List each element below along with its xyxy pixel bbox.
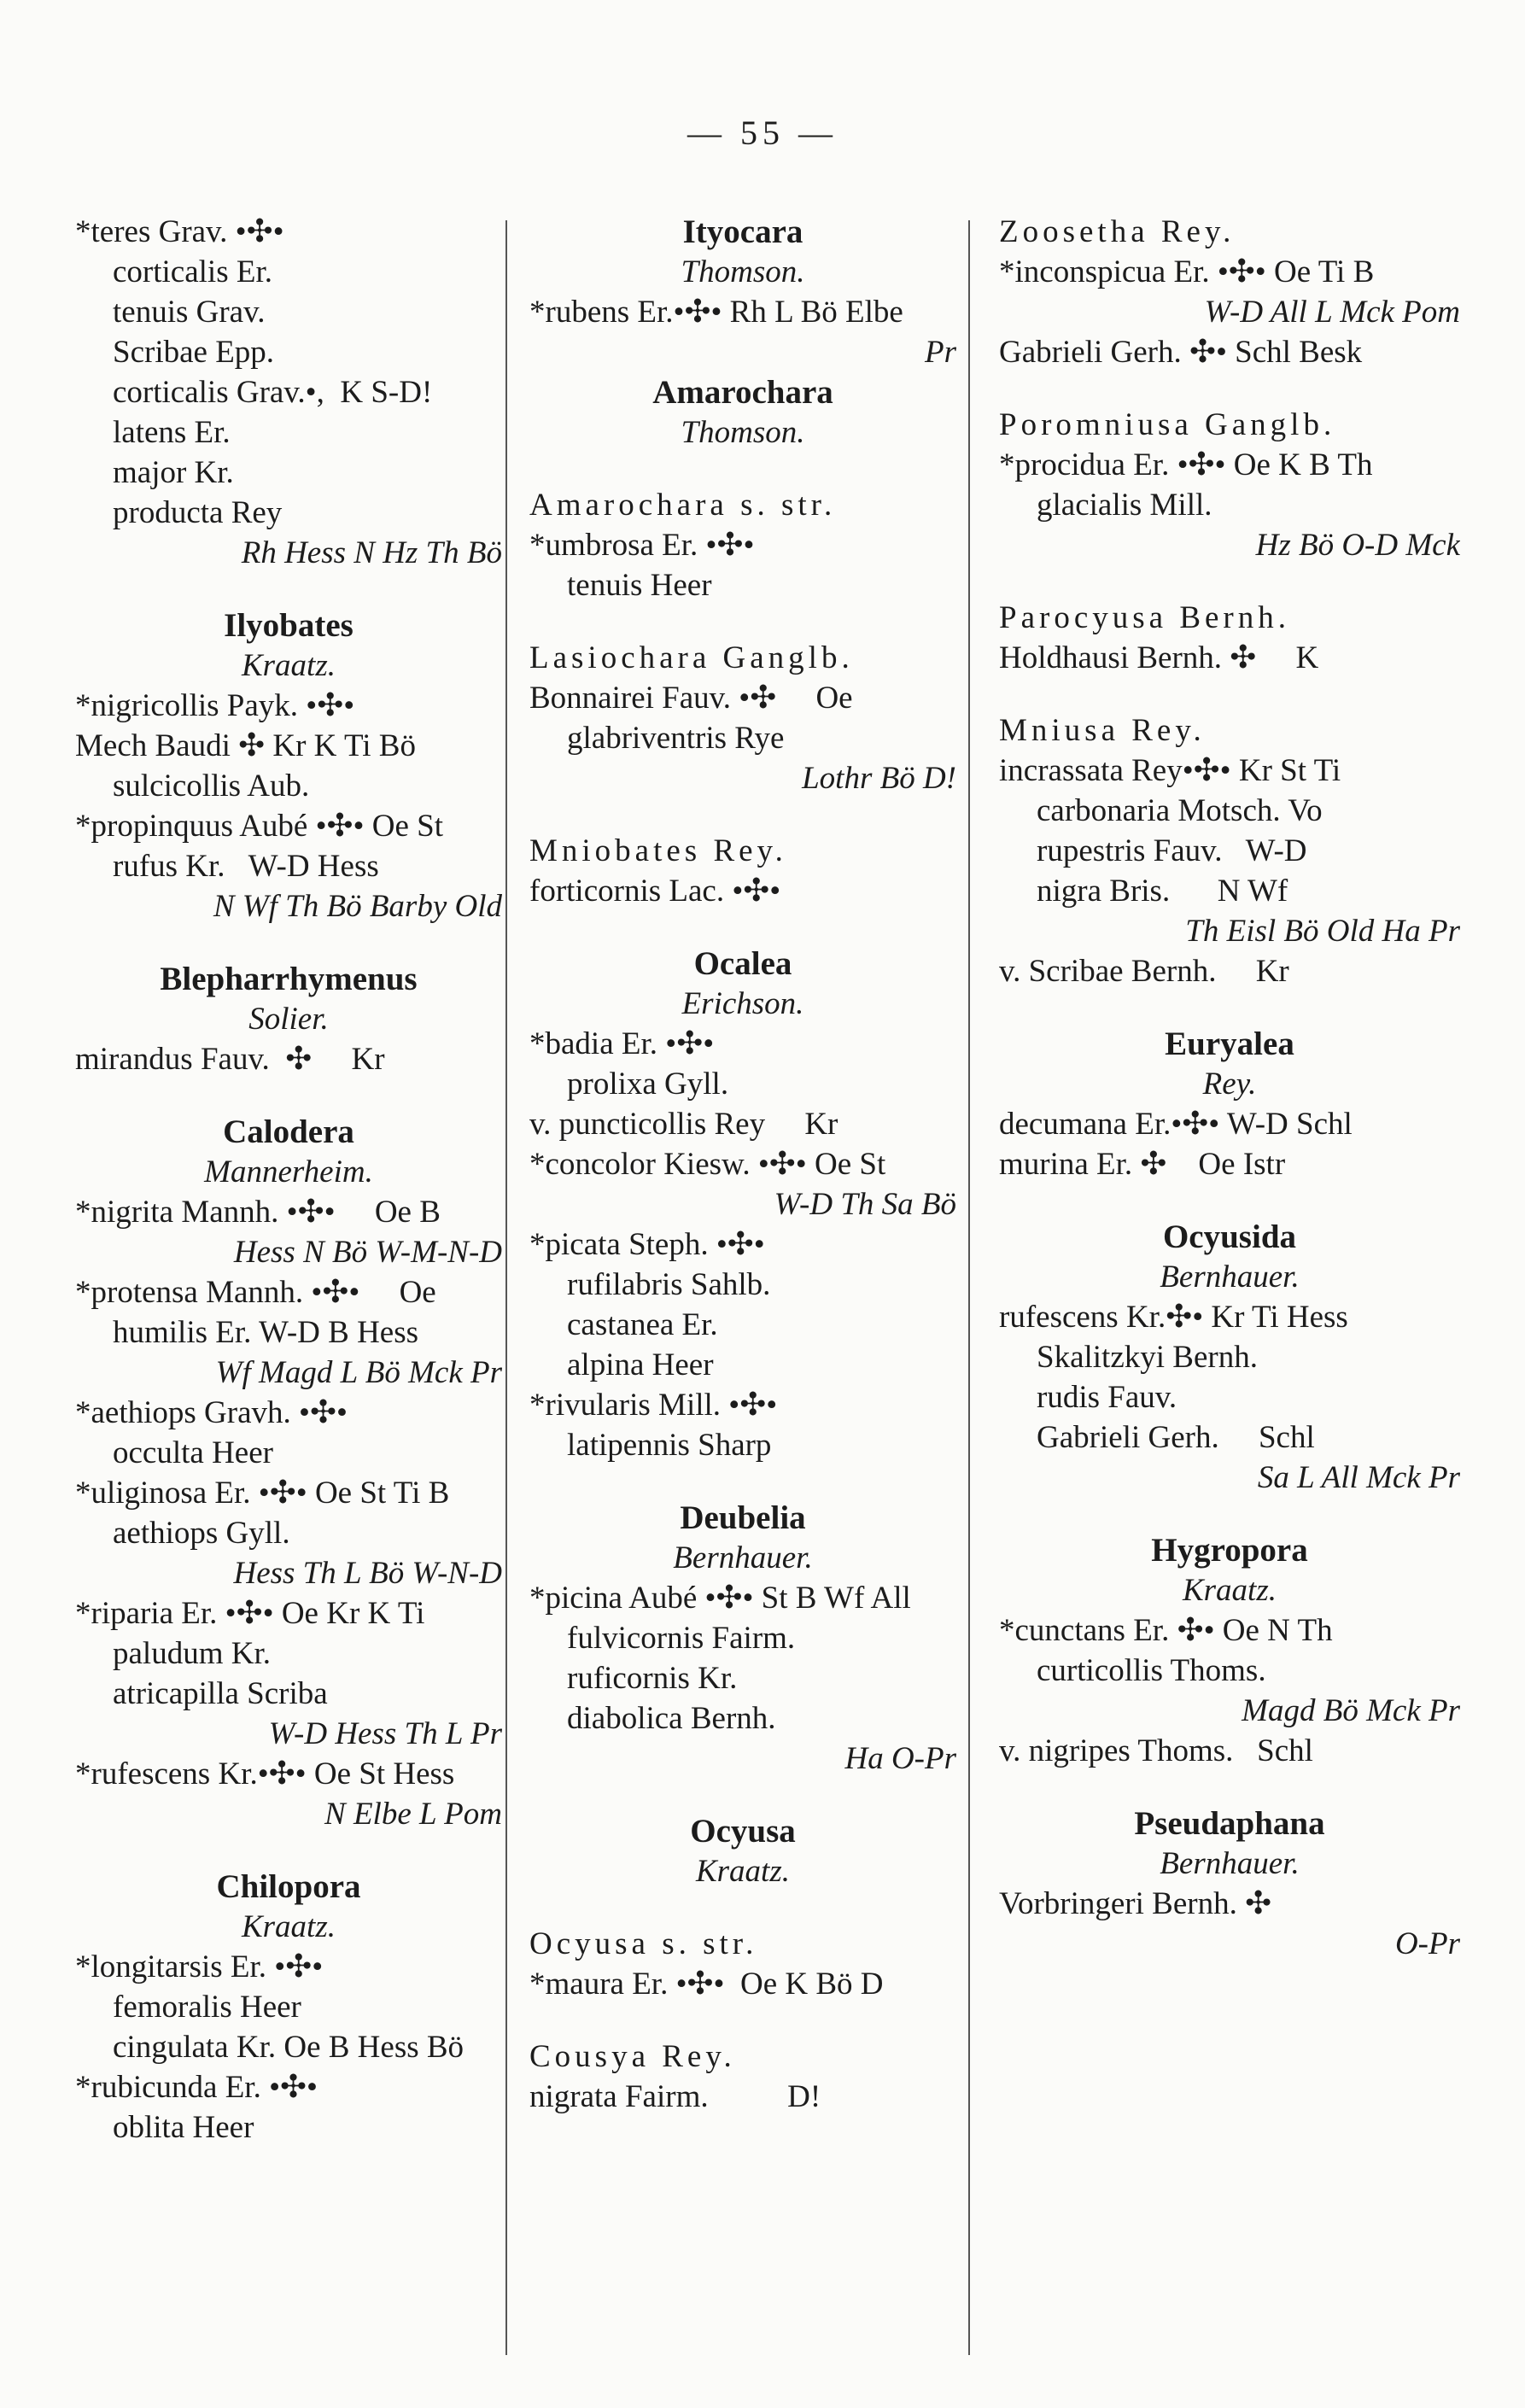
synonym-line: latipennis Sharp: [567, 1428, 772, 1463]
distribution-line: Ha O-Pr: [844, 1741, 956, 1776]
synonym-line: oblita Heer: [113, 2110, 254, 2145]
entry-line: *picata Steph. •✣•: [529, 1227, 765, 1262]
entry-line: forticornis Lac. •✣•: [529, 874, 781, 909]
genus-heading: Hygropora: [1151, 1532, 1308, 1569]
synonym-line: aethiops Gyll.: [113, 1516, 290, 1551]
entry-line: *longitarsis Er. •✣•: [75, 1949, 324, 1984]
synonym-line: Scribae Epp.: [113, 335, 275, 370]
entry-line: murina Er. ✣ Oe Istr: [999, 1147, 1286, 1182]
synonym-line: humilis Er. W-D B Hess: [113, 1315, 419, 1350]
distribution-line: W-D Th Sa Bö: [774, 1187, 956, 1222]
column-divider: [505, 220, 507, 2355]
entry-line: v. Scribae Bernh. Kr: [999, 954, 1289, 989]
synonym-line: glacialis Mill.: [1037, 488, 1212, 523]
subgenus-heading: Lasiochara Ganglb.: [529, 640, 854, 675]
genus-heading: Amarochara: [652, 374, 833, 411]
genus-author: Bernhauer.: [673, 1540, 813, 1575]
entry-line: *rubens Er.•✣• Rh L Bö Elbe: [529, 295, 903, 330]
entry-line: v. puncticollis Rey Kr: [529, 1107, 838, 1142]
entry-line: Bonnairei Fauv. •✣ Oe: [529, 681, 853, 716]
entry-line: *rivularis Mill. •✣•: [529, 1388, 778, 1423]
entry-line: mirandus Fauv. ✣ Kr: [75, 1042, 385, 1077]
synonym-line: nigra Bris. N Wf: [1037, 874, 1288, 909]
entry-line: Mech Baudi ✣ Kr K Ti Bö: [75, 728, 416, 763]
genus-author: Solier.: [248, 1002, 329, 1037]
genus-heading: Ocyusida: [1162, 1219, 1297, 1255]
synonym-line: castanea Er.: [567, 1307, 718, 1342]
column-2: [529, 212, 956, 2381]
synonym-line: major Kr.: [113, 455, 234, 490]
entry-line: *cunctans Er. ✣• Oe N Th: [999, 1613, 1333, 1648]
genus-heading: Ocyusa: [690, 1813, 796, 1850]
subgenus-heading: Mniusa Rey.: [999, 713, 1206, 748]
genus-author: Rey.: [1202, 1067, 1257, 1102]
entry-line: *propinquus Aubé •✣• Oe St: [75, 809, 444, 844]
synonym-line: diabolica Bernh.: [567, 1701, 776, 1736]
synonym-line: rufilabris Sahlb.: [567, 1267, 771, 1302]
genus-author: Kraatz.: [695, 1854, 790, 1889]
entry-line: *nigrita Mannh. •✣• Oe B: [75, 1195, 441, 1230]
entry-line: *inconspicua Er. •✣• Oe Ti B: [999, 254, 1375, 289]
synonym-line: corticalis Er.: [113, 254, 272, 289]
synonym-line: rufus Kr. W-D Hess: [113, 849, 379, 884]
genus-author: Thomson.: [681, 254, 805, 289]
synonym-line: producta Rey: [113, 495, 283, 530]
entry-line: *rubicunda Er. •✣•: [75, 2070, 318, 2105]
entry-line: *nigricollis Payk. •✣•: [75, 688, 355, 723]
entry-line: rufescens Kr.✣• Kr Ti Hess: [999, 1300, 1348, 1335]
entry-line: *uliginosa Er. •✣• Oe St Ti B: [75, 1476, 450, 1511]
subgenus-heading: Amarochara s. str.: [529, 488, 837, 523]
distribution-line: Sa L All Mck Pr: [1257, 1460, 1460, 1495]
synonym-line: ruficornis Kr.: [567, 1661, 738, 1696]
genus-heading: Deubelia: [680, 1499, 806, 1536]
entry-line: nigrata Fairm. D!: [529, 2079, 821, 2114]
entry-line: *protensa Mannh. •✣• Oe: [75, 1275, 436, 1310]
entry-line: *rufescens Kr.•✣• Oe St Hess: [75, 1756, 455, 1791]
subgenus-heading: Parocyusa Bernh.: [999, 600, 1290, 635]
synonym-line: atricapilla Scriba: [113, 1676, 328, 1711]
synonym-line: tenuis Grav.: [113, 295, 266, 330]
subgenus-heading: Poromniusa Ganglb.: [999, 407, 1336, 442]
distribution-line: Hess N Bö W-M-N-D: [233, 1235, 502, 1270]
distribution-line: Rh Hess N Hz Th Bö: [241, 535, 502, 570]
synonym-line: prolixa Gyll.: [567, 1067, 729, 1102]
distribution-line: Th Eisl Bö Old Ha Pr: [1185, 914, 1460, 949]
synonym-line: carbonaria Motsch. Vo: [1037, 793, 1323, 828]
entry-line: *teres Grav. •✣•: [75, 214, 284, 249]
subgenus-heading: Ocyusa s. str.: [529, 1926, 758, 1961]
entry-line: Holdhausi Bernh. ✣ K: [999, 640, 1319, 675]
genus-heading: Pseudaphana: [1134, 1805, 1325, 1842]
genus-author: Erichson.: [681, 986, 804, 1021]
synonym-line: rupestris Fauv. W-D: [1037, 833, 1307, 868]
synonym-line: occulta Heer: [113, 1435, 273, 1470]
synonym-line: fulvicornis Fairm.: [567, 1621, 796, 1656]
distribution-line: N Wf Th Bö Barby Old: [213, 889, 502, 924]
genus-author: Thomson.: [681, 415, 805, 450]
entry-line: *badia Er. •✣•: [529, 1026, 715, 1061]
genus-author: Bernhauer.: [1160, 1846, 1300, 1881]
synonym-line: latens Er.: [113, 415, 231, 450]
entry-line: *umbrosa Er. •✣•: [529, 528, 755, 563]
synonym-line: alpina Heer: [567, 1347, 714, 1382]
synonym-line: corticalis Grav.•, K S-D!: [113, 375, 433, 410]
subgenus-heading: Mniobates Rey.: [529, 833, 787, 868]
distribution-line: Hess Th L Bö W-N-D: [233, 1556, 502, 1591]
synonym-line: paludum Kr.: [113, 1636, 271, 1671]
distribution-line: W-D All L Mck Pom: [1204, 295, 1460, 330]
genus-heading: Ityocara: [682, 213, 803, 250]
genus-heading: Ocalea: [693, 945, 792, 982]
genus-author: Mannerheim.: [204, 1154, 373, 1189]
synonym-line: cingulata Kr. Oe B Hess Bö: [113, 2030, 465, 2065]
distribution-line: Magd Bö Mck Pr: [1242, 1693, 1460, 1728]
genus-author: Kraatz.: [241, 1909, 336, 1944]
entry-line: incrassata Rey•✣• Kr St Ti: [999, 753, 1341, 788]
entry-line: Gabrieli Gerh. ✣• Schl Besk: [999, 335, 1363, 370]
subgenus-heading: Cousya Rey.: [529, 2039, 736, 2074]
distribution-line: Hz Bö O-D Mck: [1255, 528, 1460, 563]
synonym-line: sulcicollis Aub.: [113, 769, 310, 804]
distribution-line: Lothr Bö D!: [802, 761, 956, 796]
genus-heading: Ilyobates: [224, 607, 353, 644]
entry-line: decumana Er.•✣• W-D Schl: [999, 1107, 1353, 1142]
column-3: [999, 212, 1460, 2381]
synonym-line: Skalitzkyi Bernh.: [1037, 1340, 1258, 1375]
distribution-line: Pr: [925, 335, 956, 370]
entry-line: *maura Er. •✣• Oe K Bö D: [529, 1967, 884, 2002]
synonym-line: rudis Fauv.: [1037, 1380, 1177, 1415]
genus-author: Kraatz.: [241, 648, 336, 683]
distribution-line: Wf Magd L Bö Mck Pr: [215, 1355, 502, 1390]
synonym-line: Gabrieli Gerh. Schl: [1037, 1420, 1315, 1455]
entry-line: *procidua Er. •✣• Oe K B Th: [999, 447, 1373, 482]
entry-line: *picina Aubé •✣• St B Wf All: [529, 1581, 911, 1616]
synonym-line: curticollis Thoms.: [1037, 1653, 1266, 1688]
entry-line: *aethiops Gravh. •✣•: [75, 1395, 348, 1430]
column-1: [75, 212, 502, 2381]
genus-heading: Chilopora: [216, 1868, 361, 1905]
synonym-line: femoralis Heer: [113, 1990, 301, 2025]
genus-author: Bernhauer.: [1160, 1260, 1300, 1295]
synonym-line: tenuis Heer: [567, 568, 712, 603]
synonym-line: glabriventris Rye: [567, 721, 785, 756]
genus-heading: Blepharrhymenus: [160, 961, 418, 997]
distribution-line: N Elbe L Pom: [324, 1797, 502, 1832]
entry-line: v. nigripes Thoms. Schl: [999, 1733, 1313, 1768]
entry-line: Vorbringeri Bernh. ✣: [999, 1886, 1272, 1921]
distribution-line: O-Pr: [1394, 1926, 1460, 1961]
distribution-line: W-D Hess Th L Pr: [268, 1716, 502, 1751]
genus-author: Kraatz.: [1182, 1573, 1277, 1608]
entry-line: *riparia Er. •✣• Oe Kr K Ti: [75, 1596, 425, 1631]
subgenus-heading: Zoosetha Rey.: [999, 214, 1236, 249]
genus-heading: Euryalea: [1165, 1026, 1294, 1062]
column-divider: [968, 220, 970, 2355]
entry-line: *concolor Kiesw. •✣• Oe St: [529, 1147, 886, 1182]
page-number: — 55 —: [687, 114, 838, 152]
genus-heading: Calodera: [223, 1113, 354, 1150]
